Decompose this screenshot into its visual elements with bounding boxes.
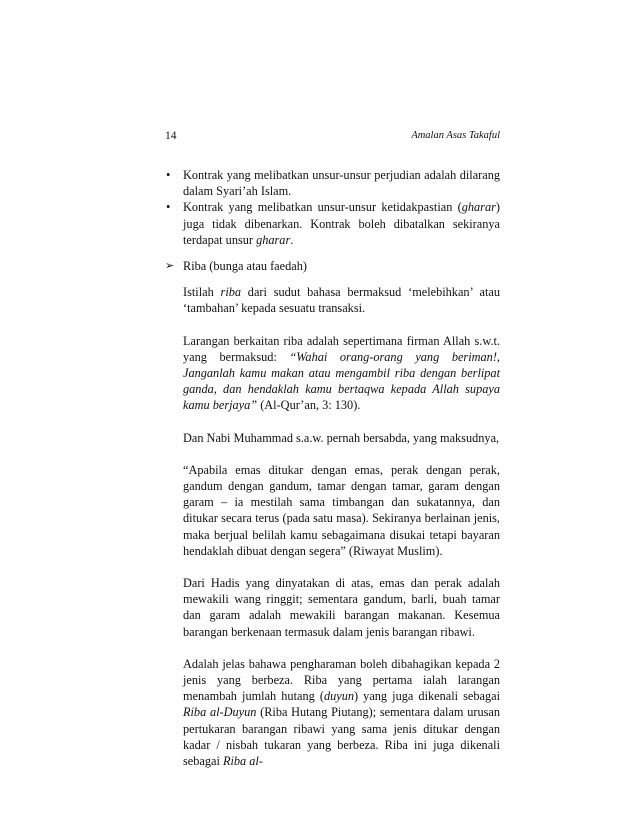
bullet-text: Kontrak yang melibatkan unsur-unsur ketidakpastian ( xyxy=(183,200,462,215)
italic-term: gharar xyxy=(461,200,496,215)
paragraph-hadith-intro: Dan Nabi Muhammad s.a.w. pernah bersabda, yang maksudnya, xyxy=(183,430,500,445)
running-title: Amalan Asas Takaful xyxy=(411,130,500,141)
paragraph-text: ) yang juga dikenali sebagai xyxy=(354,689,501,704)
paragraph-text: Larangan berkaitan riba adalah sepertimana firman Allah s.w.t. yang bermaksud: xyxy=(183,333,500,364)
arrow-bullet-icon: ➢ xyxy=(165,260,175,273)
paragraph-definition xyxy=(165,284,500,316)
quote-text: “Wahai orang-orang yang beriman!, Janganlah kamu makan atau mengambil riba dengan berlipat ganda, dan hendaklah kamu bertaqwa kepada Allah supaya kamu berjaya” xyxy=(183,349,500,413)
paragraph-hadith-quote: “Apabila emas ditukar dengan emas, perak dengan perak, gandum dengan gandum, tamar dengan tamar, garam dengan garam – ia mestilah sama timbangan dan sukatannya, dan ditukar secara terus (pada satu masa). Sekiranya berlainan jenis, maka berjual belilah kamu sebagaimana disukai tetapi bayaran hendaklah dibuat dengan segera” (Riwayat Muslim). xyxy=(183,462,500,558)
paragraph-text: dari sudut bahasa bermaksud ‘melebihkan’ atau ‘tambahan’ kepada sesuatu transaksi. xyxy=(183,285,501,316)
italic-term: riba xyxy=(220,285,242,300)
italic-term: duyun xyxy=(323,689,354,704)
italic-term: Riba al- xyxy=(222,754,263,769)
bullet-item xyxy=(165,167,500,199)
section-heading-text: Riba (bunga atau faedah) xyxy=(183,259,307,274)
bullet-icon: • xyxy=(166,168,171,182)
paragraph-text: Istilah xyxy=(183,285,221,300)
paragraph-quran-quote xyxy=(165,333,500,414)
bullet-icon: • xyxy=(166,200,171,215)
page-header xyxy=(165,128,500,144)
page-number: 14 xyxy=(165,130,177,142)
bullet-item xyxy=(165,199,500,248)
paragraph-ribawi-goods: Dari Hadis yang dinyatakan di atas, emas dan perak adalah mewakili wang ringgit; sementara gandum, barli, buah tamar dan garam adalah mewakili barangan makanan. Kesemua barangan berkenaan termasuk dalam jenis barangan ribawi. xyxy=(183,576,500,639)
paragraph-riba-types xyxy=(165,656,500,769)
bullet-text: . xyxy=(290,232,294,247)
italic-term: gharar xyxy=(256,232,291,247)
bullet-text: ) juga tidak dibenarkan. Kontrak boleh dibatalkan sekiranya terdapat unsur xyxy=(183,200,500,247)
section-heading xyxy=(165,258,500,274)
paragraph-text: (Riba Hutang Piutang); sementara dalam urusan pertukaran barangan ribawi yang sama jenis ditukar dengan kadar / nisbah tukaran yang berbeza. Riba ini juga dikenali sebagai xyxy=(183,705,500,769)
bullet-text: Kontrak yang melibatkan unsur-unsur perjudian adalah dilarang dalam Syari’ah Islam. xyxy=(183,168,500,199)
italic-term: Riba al-Duyun xyxy=(183,705,257,720)
page-content xyxy=(165,167,500,769)
paragraph-text: Adalah jelas bahawa pengharaman boleh dibahagikan kepada 2 jenis yang berbeza. Riba yang pertama ialah larangan menambah jumlah hutang ( xyxy=(183,656,500,704)
citation: (Al-Qur’an, 3: 130). xyxy=(257,398,361,413)
